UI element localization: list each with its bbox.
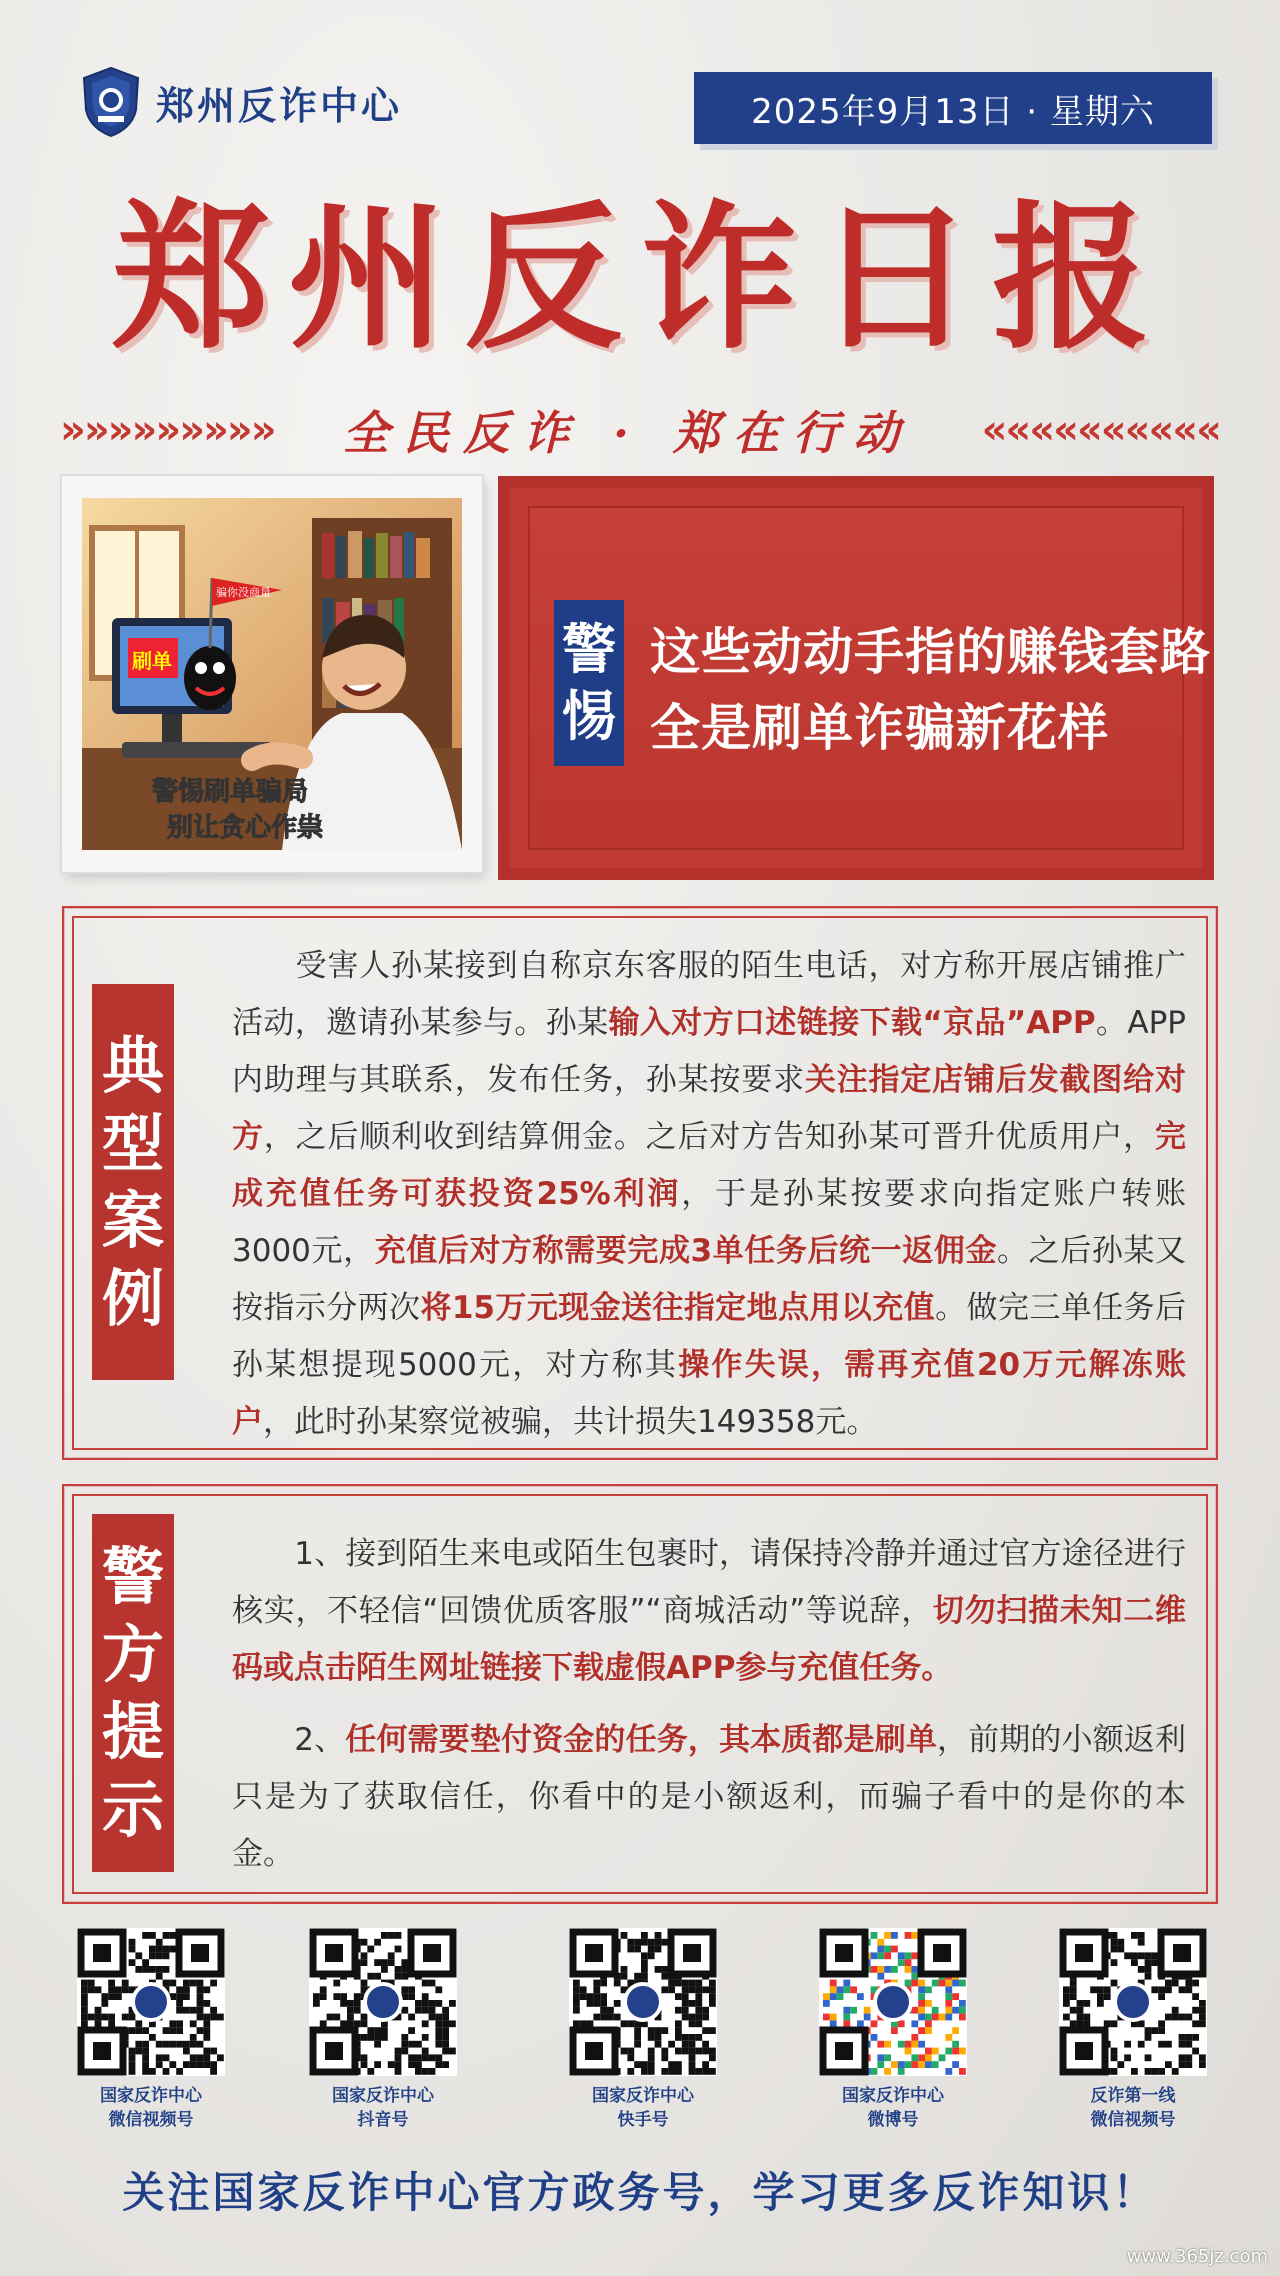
- highlighted-text: 完成充值任务可获投资25%利润: [232, 1119, 1186, 1212]
- qr-caption-line-1: 国家反诈中心: [332, 2086, 434, 2106]
- chevron-left-decoration-icon: ««««««««««: [981, 407, 1220, 453]
- highlighted-text: 将15万元现金送往指定地点用以充值: [420, 1290, 936, 1326]
- slogan: 全民反诈 · 郑在行动: [343, 406, 914, 460]
- qr-code-icon[interactable]: [819, 1928, 967, 2076]
- body-text: ，之后顺利收到结算佣金。之后对方告知孙某可晋升优质用户，: [263, 1119, 1155, 1155]
- qr-caption-line-2: 抖音号: [357, 2110, 409, 2130]
- masthead-title: 郑州反诈日报: [112, 186, 1168, 371]
- qr-code-caption: [812, 2084, 974, 2132]
- headline-line-2: 全是刷单诈骗新花样: [650, 698, 1109, 757]
- highlighted-text: 操作失误，需再充值20万元解冻账户: [232, 1347, 1186, 1440]
- qr-code-card[interactable]: [812, 1928, 974, 2132]
- case-tab: 典 型 案 例: [92, 984, 174, 1380]
- slogan-row: [60, 400, 1220, 460]
- body-text: 2、: [232, 1722, 346, 1758]
- qr-code-caption: [70, 2084, 232, 2132]
- qr-caption-line-1: 国家反诈中心: [100, 2086, 202, 2106]
- tip-paragraph-2: [232, 1712, 1186, 1883]
- highlighted-text: 切勿扫描未知二维码或点击陌生网址链接下载虚假APP参与充值任务。: [232, 1593, 1186, 1686]
- tip-paragraph-1: [232, 1526, 1186, 1697]
- qr-caption-line-2: 微信视频号: [1090, 2110, 1176, 2130]
- qr-caption-line-2: 微信视频号: [108, 2110, 194, 2130]
- hero-illustration: [82, 498, 462, 850]
- headline-banner: [498, 476, 1214, 880]
- svg-text:骗你没商量: 骗你没商量: [216, 586, 271, 599]
- hero-photo-frame: [62, 476, 482, 872]
- body-text: ，前期的小额返利只是为了获取信任，你看中的是小额返利，而骗子看中的是你的本金。: [232, 1722, 1186, 1872]
- qr-code-caption: [302, 2084, 464, 2132]
- qr-code-card[interactable]: [1052, 1928, 1214, 2132]
- body-text: 1、接到陌生来电或陌生包裹时，请保持冷静并通过官方途径进行核实，不轻信“回馈优质客服”“商城活动”等说辞，: [232, 1536, 1186, 1629]
- qr-code-row: [62, 1928, 1214, 2154]
- qr-caption-line-2: 微博号: [867, 2110, 919, 2130]
- qr-code-icon[interactable]: [309, 1928, 457, 2076]
- headline-line-1: 这些动动手指的赚钱套路: [650, 622, 1211, 681]
- case-paragraph: [232, 938, 1186, 1451]
- highlighted-text: 充值后对方称需要完成3单任务后统一返佣金: [374, 1233, 998, 1269]
- police-badge-icon: [80, 66, 142, 138]
- tips-tab: 警 方 提 示: [92, 1514, 174, 1872]
- tips-section: [62, 1484, 1218, 1904]
- body-text: 。做完三单任务后孙某想提现5000元，对方称其: [232, 1290, 1187, 1383]
- highlighted-text: 关注指定店铺后发截图给对方: [232, 1062, 1187, 1155]
- footer-slogan: 关注国家反诈中心官方政务号，学习更多反诈知识！: [122, 2168, 1158, 2217]
- svg-text:别让贪心作祟: 别让贪心作祟: [167, 813, 324, 843]
- header: [80, 62, 1212, 150]
- body-text: 。之后孙某又按指示分两次: [232, 1233, 1186, 1326]
- highlighted-text: 任何需要垫付资金的任务，其本质都是刷单: [345, 1722, 937, 1758]
- warning-label: 警 惕: [554, 600, 624, 766]
- body-text: ，此时孙某察觉被骗，共计损失149358元。: [263, 1404, 878, 1440]
- date-box: 2025年9月13日 · 星期六: [694, 72, 1212, 144]
- svg-text:警惕刷单骗局: 警惕刷单骗局: [152, 777, 309, 807]
- body-text: 。APP内助理与其联系，发布任务，孙某按要求: [232, 1005, 1186, 1098]
- qr-code-icon[interactable]: [569, 1928, 717, 2076]
- qr-code-icon[interactable]: [1059, 1928, 1207, 2076]
- highlighted-text: 输入对方口述链接下载“京品”APP: [608, 1005, 1096, 1041]
- qr-code-card[interactable]: [70, 1928, 232, 2132]
- qr-code-caption: [562, 2084, 724, 2132]
- qr-caption-line-1: 国家反诈中心: [592, 2086, 694, 2106]
- qr-code-icon[interactable]: [77, 1928, 225, 2076]
- logo: [80, 66, 402, 138]
- body-text: 受害人孙某接到自称京东客服的陌生电话，对方称开展店铺推广活动，邀请孙某参与。孙某: [232, 948, 1186, 1041]
- watermark: www.365jz.com: [1126, 2246, 1268, 2267]
- logo-text: 郑州反诈中心: [156, 82, 403, 128]
- case-section: [62, 906, 1218, 1460]
- body-text: ，于是孙某按要求向指定账户转账3000元，: [232, 1176, 1187, 1269]
- qr-code-card[interactable]: [562, 1928, 724, 2132]
- chevron-right-decoration-icon: »»»»»»»»»: [60, 407, 275, 453]
- hero-illustration-image: [82, 498, 462, 850]
- qr-code-card[interactable]: [302, 1928, 464, 2132]
- qr-caption-line-1: 国家反诈中心: [842, 2086, 944, 2106]
- qr-caption-line-2: 快手号: [617, 2110, 669, 2130]
- qr-caption-line-1: 反诈第一线: [1090, 2086, 1176, 2106]
- svg-text:刷单: 刷单: [132, 649, 172, 673]
- qr-code-caption: [1052, 2084, 1214, 2132]
